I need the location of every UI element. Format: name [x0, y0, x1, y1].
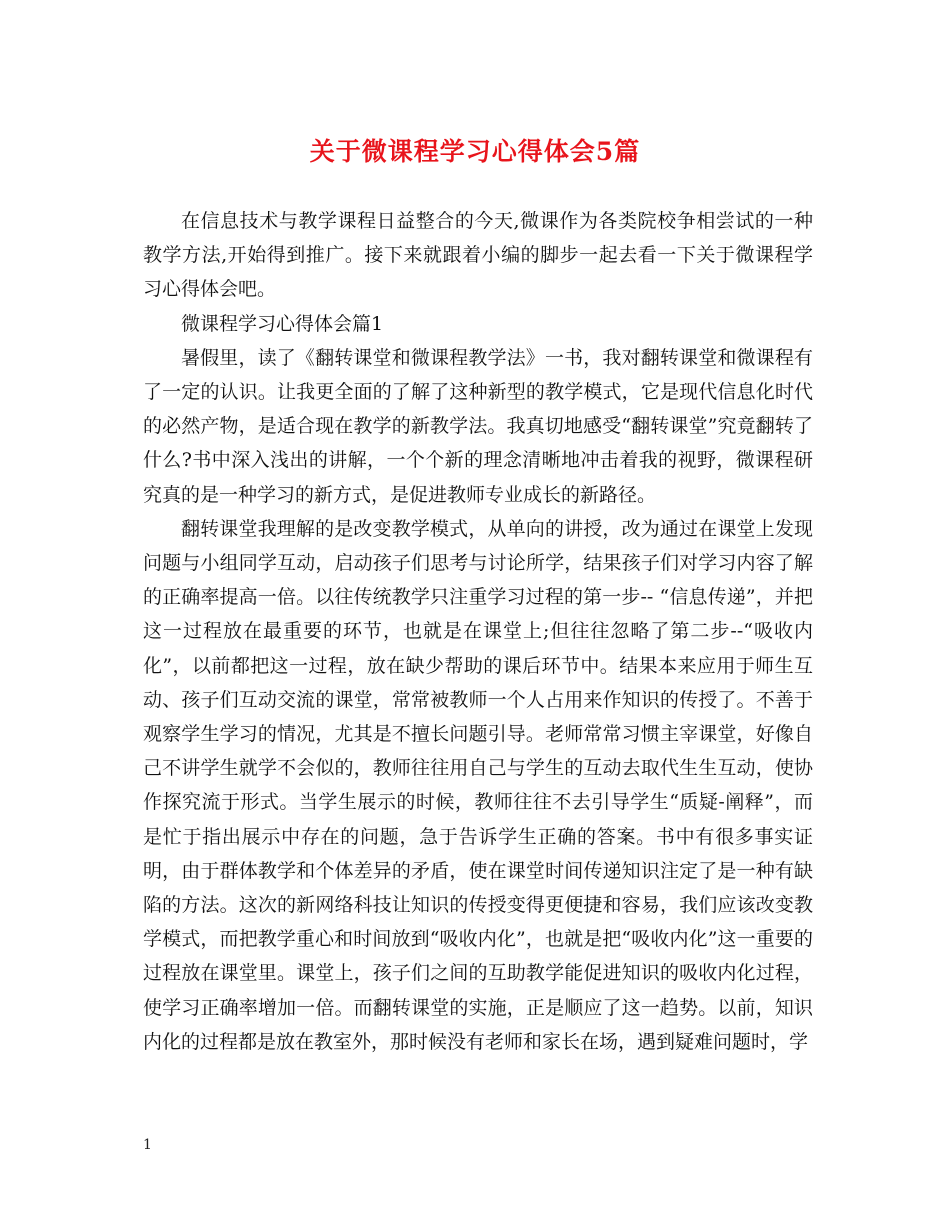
body-paragraph: 翻转课堂我理解的是改变教学模式，从单向的讲授，改为通过在课堂上发现问题与小组同学互动，启动孩子们思考与讨论所学，结果孩子们对学习内容了解的正确率提高一倍。以往传统教学只注重学习过程的第一步-- “信息传递”，并把这一过程放在最重要的环节，也就是在课堂上;但往往忽略了第二步--“吸收内化”，以前都把这一过程，放在缺少帮助的课后环节中。结果本来应用于师生互动、孩子们互动交流的课堂，常常被教师一个人占用来作知识的传授了。不善于观察学生学习的情况，尤其是不擅长问题引导。老师常常习惯主宰课堂，好像自己不讲学生就学不会似的，教师往往用自己与学生的互动去取代生生互动，使协作探究流于形式。当学生展示的时候，教师往往不去引导学生“质疑-阐释”，而是忙于指出展示中存在的问题，急于告诉学生正确的答案。书中有很多事实证明，由于群体教学和个体差异的矛盾，使在课堂时间传递知识注定了是一种有缺陷的方法。这次的新网络科技让知识的传授变得更便捷和容易，我们应该改变教学模式，而把教学重心和时间放到“吸收内化”，也就是把“吸收内化”这一重要的过程放在课堂里。课堂上，孩子们之间的互助教学能促进知识的吸收内化过程，使学习正确率增加一倍。而翻转课堂的实施，正是顺应了这一趋势。以前，知识内化的过程都是放在教室外，那时候没有老师和家长在场，遇到疑难问题时，学	[143, 517, 813, 1053]
page-number: 1	[143, 1137, 152, 1153]
section-heading: 微课程学习心得体会篇1	[181, 312, 384, 335]
body-paragraph: 暑假里，读了《翻转课堂和微课程教学法》一书，我对翻转课堂和微课程有了一定的认识。让我更全面的了解了这种新型的教学模式，它是现代信息化时代的必然产物，是适合现在教学的新教学法。我真切地感受“翻转课堂”究竟翻转了什么?书中深入浅出的讲解，一个个新的理念清晰地冲击着我的视野，微课程研究真的是一种学习的新方式，是促进教师专业成长的新路径。	[143, 346, 813, 506]
document-title: 关于微课程学习心得体会5篇	[309, 137, 641, 166]
document-body	[143, 204, 813, 1059]
intro-paragraph: 在信息技术与教学课程日益整合的今天,微课作为各类院校争相尝试的一种教学方法,开始得到推广。接下来就跟着小编的脚步一起去看一下关于微课程学习心得体会吧。	[143, 210, 813, 301]
